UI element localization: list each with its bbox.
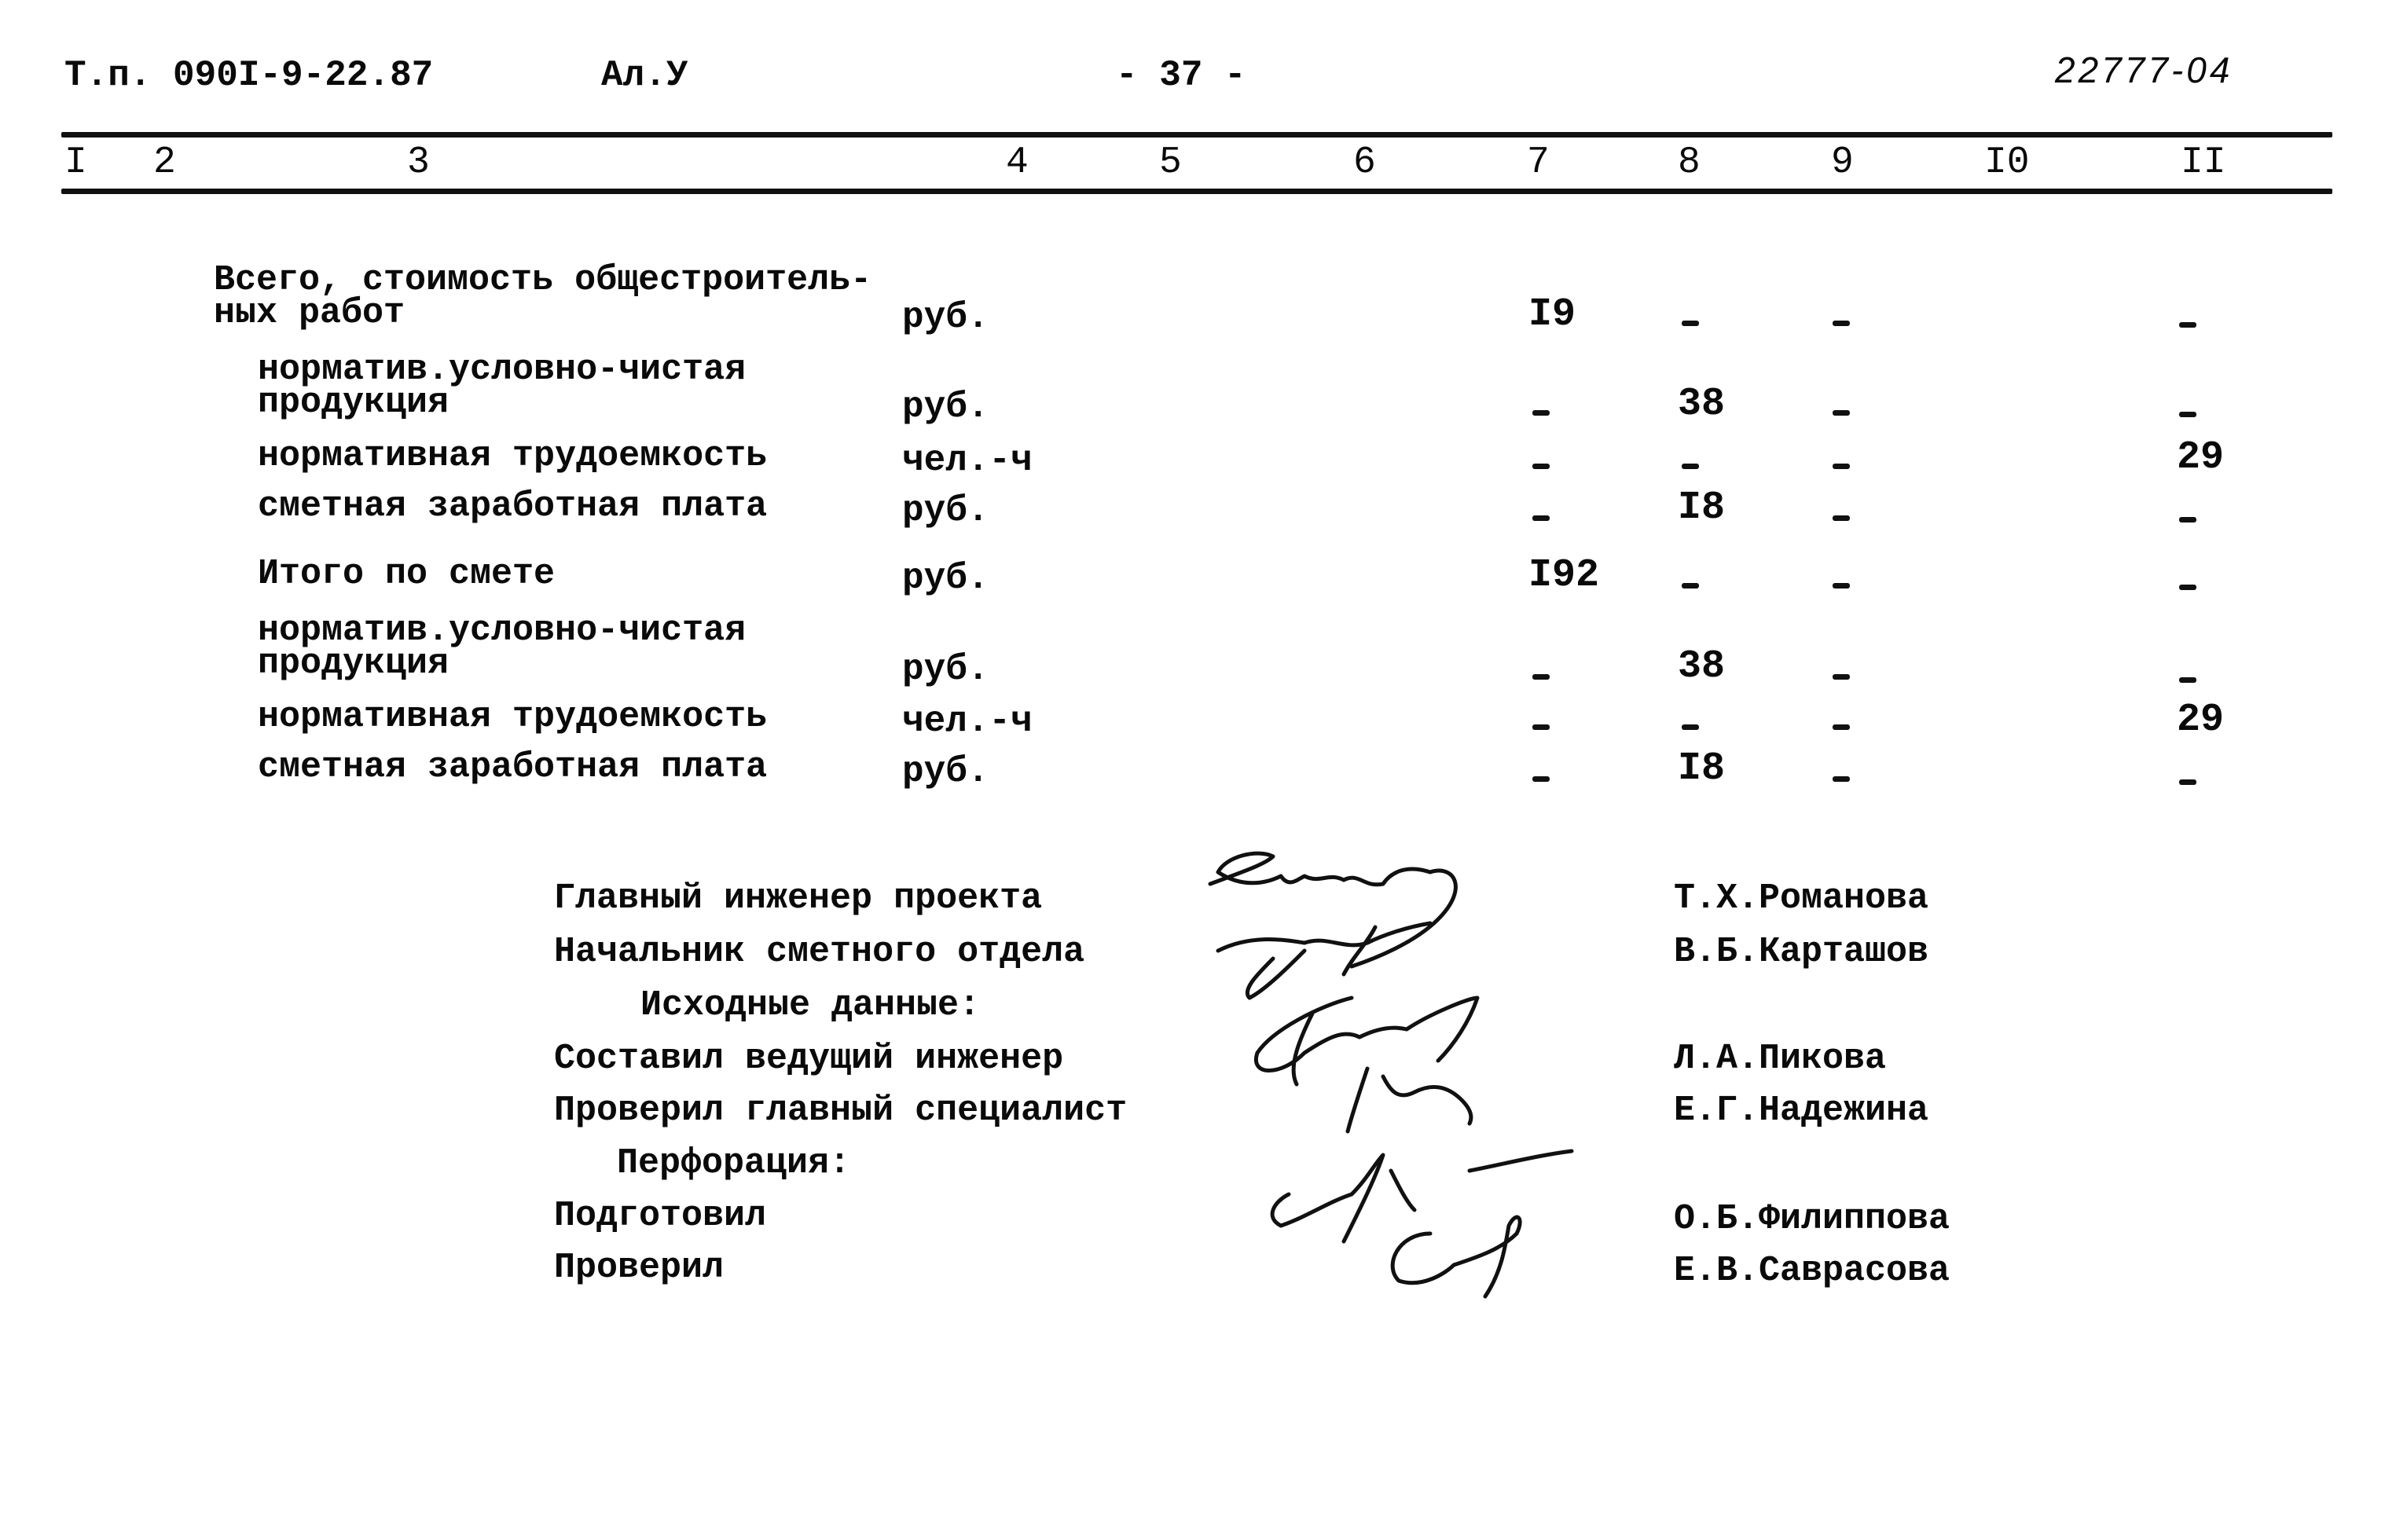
signature-romanova	[1210, 853, 1455, 966]
compiled-role: Составил ведущий инженер	[554, 1039, 1064, 1079]
chief-engineer-name: Т.Х.Романова	[1674, 878, 1929, 918]
cell-col8-empty	[1682, 316, 1699, 330]
signature-kartashov	[1218, 923, 1430, 998]
archive-number: 22777-04	[2055, 50, 2233, 90]
column-number-10: I0	[1984, 141, 2030, 184]
album-label: Ал.У	[601, 55, 688, 96]
cell-col11-empty	[2179, 317, 2196, 332]
cell-col9-empty	[1833, 578, 1850, 592]
column-number-1: I	[64, 141, 87, 184]
checked-specialist-name: Е.Г.Надежина	[1674, 1091, 1929, 1131]
cell-col9-empty	[1833, 669, 1850, 684]
row-unit: чел.-ч	[902, 701, 1033, 742]
cell-col7-empty	[1532, 772, 1550, 786]
cell-col8: I8	[1678, 746, 1726, 791]
prepared-name: О.Б.Филиппова	[1674, 1199, 1950, 1239]
row-label: норматив.условно-чистая	[258, 610, 747, 651]
cell-col11-empty	[2179, 775, 2196, 789]
signature-savrasova	[1392, 1217, 1520, 1296]
row-unit: руб.	[902, 558, 989, 599]
compiled-name: Л.А.Пикова	[1674, 1039, 1887, 1079]
signature-nadezhina	[1348, 1069, 1471, 1131]
cell-col8-empty	[1682, 720, 1699, 734]
cell-col8: 38	[1678, 644, 1726, 689]
row-label: нормативная трудоемкость	[258, 436, 768, 476]
estimate-head-role: Начальник сметного отдела	[554, 932, 1085, 972]
perforation-heading: Перфорация:	[617, 1143, 851, 1183]
estimate-head-name: В.Б.Карташов	[1674, 932, 1929, 972]
cell-col9-empty	[1833, 720, 1850, 734]
row-unit: чел.-ч	[902, 440, 1033, 481]
column-number-2: 2	[153, 141, 176, 184]
signature-filippova	[1272, 1151, 1572, 1241]
row-label: норматив.условно-чистая	[258, 350, 747, 390]
total-label: Итого по смете	[258, 554, 556, 594]
column-number-4: 4	[1006, 141, 1029, 184]
cell-col7-empty	[1532, 720, 1550, 734]
checked-name: Е.В.Саврасова	[1674, 1251, 1950, 1291]
column-number-6: 6	[1353, 141, 1376, 184]
cell-col8: 38	[1678, 382, 1726, 427]
cell-col11-empty	[2179, 580, 2196, 594]
cell-col8-empty	[1682, 459, 1699, 473]
handwritten-signatures	[1194, 841, 1635, 1336]
column-number-8: 8	[1678, 141, 1701, 184]
row-label: Всего, стоимость общестроитель-	[214, 260, 872, 300]
document-reference: Т.п. 090I-9-22.87	[64, 55, 434, 96]
cell-col7-empty	[1532, 459, 1550, 473]
column-number-9: 9	[1831, 141, 1854, 184]
column-number-3: 3	[407, 141, 430, 184]
cell-col9-empty	[1833, 316, 1850, 330]
cell-col9-empty	[1833, 405, 1850, 420]
source-data-heading: Исходные данные:	[640, 985, 981, 1025]
cell-col11: 29	[2177, 698, 2225, 742]
row-unit: руб.	[902, 490, 989, 531]
column-number-7: 7	[1527, 141, 1550, 184]
row-unit: руб.	[902, 649, 989, 690]
row-label: нормативная трудоемкость	[258, 697, 768, 737]
cell-col8: I8	[1678, 486, 1726, 530]
cell-col7-empty	[1532, 405, 1550, 420]
cell-col7: I9	[1528, 292, 1576, 337]
cell-col11-empty	[2179, 512, 2196, 526]
header-bottom-rule	[61, 189, 2332, 194]
row-label-cont: продукция	[258, 644, 449, 684]
page-number: - 37 -	[1116, 55, 1246, 96]
row-unit: руб.	[902, 387, 989, 427]
column-number-11: II	[2181, 141, 2226, 184]
row-label: сметная заработная плата	[258, 486, 768, 526]
checked-role: Проверил	[554, 1248, 725, 1288]
chief-engineer-role: Главный инженер проекта	[554, 878, 1043, 918]
cell-col7-empty	[1532, 669, 1550, 684]
cell-col11: 29	[2177, 435, 2225, 480]
cell-col8-empty	[1682, 578, 1699, 592]
cell-col7: I92	[1528, 553, 1600, 598]
top-rule	[61, 132, 2332, 138]
row-unit: руб.	[902, 751, 989, 792]
row-label-cont: ных работ	[214, 293, 405, 333]
cell-col9-empty	[1833, 459, 1850, 473]
checked-specialist-role: Проверил главный специалист	[554, 1091, 1128, 1131]
cell-col11-empty	[2179, 407, 2196, 421]
cell-col9-empty	[1833, 511, 1850, 525]
row-label-cont: продукция	[258, 383, 449, 423]
row-unit: руб.	[902, 297, 989, 338]
cell-col7-empty	[1532, 511, 1550, 525]
column-number-5: 5	[1159, 141, 1182, 184]
cell-col9-empty	[1833, 772, 1850, 786]
row-label: сметная заработная плата	[258, 747, 768, 787]
prepared-role: Подготовил	[554, 1196, 767, 1236]
cell-col11-empty	[2179, 673, 2196, 687]
